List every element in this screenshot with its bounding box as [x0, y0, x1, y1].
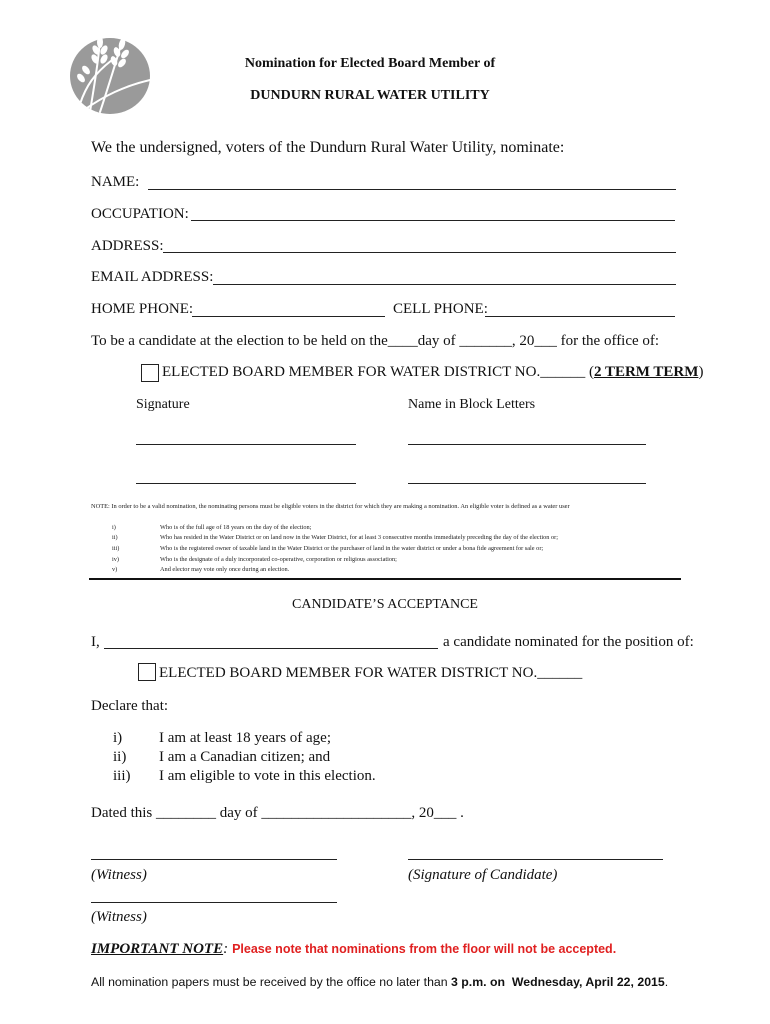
candidate-signature-line[interactable]	[408, 859, 663, 860]
block-letters-line-2[interactable]	[408, 483, 646, 484]
criteria-text-2: Who has resided in the Water District or on land now in the Water District, for at least 3 consecutive months immediately preceding the day of the election or;	[160, 534, 558, 541]
important-label: IMPORTANT NOTE	[91, 941, 224, 957]
deadline-time: 3 p.m. on	[451, 975, 505, 989]
address-label: ADDRESS:	[91, 238, 164, 254]
criteria-num-4: iv)	[112, 556, 119, 563]
important-note	[91, 940, 616, 958]
acceptance-option: ELECTED BOARD MEMBER FOR WATER DISTRICT NO.______	[159, 665, 583, 681]
declare-label: Declare that:	[91, 698, 169, 714]
nomination-option-label: ELECTED BOARD MEMBER FOR WATER DISTRICT NO.______ (	[162, 364, 594, 380]
intro-text: We the undersigned, voters of the Dundurn Rural Water Utility, nominate:	[91, 139, 565, 156]
candidate-i-prefix: I,	[91, 634, 100, 650]
occupation-label: OCCUPATION:	[91, 206, 189, 222]
candidate-i-suffix: a candidate nominated for the position of:	[443, 634, 694, 650]
title-line-1: Nomination for Elected Board Member of	[244, 56, 496, 71]
criteria-text-1: Who is of the full age of 18 years on the day of the election;	[160, 524, 312, 531]
cell-phone-label: CELL PHONE:	[393, 301, 488, 317]
important-text: Please note that nominations from the floor will not be accepted.	[232, 942, 617, 956]
criteria-num-1: i)	[112, 524, 116, 531]
cell-phone-field[interactable]	[485, 316, 675, 317]
criteria-num-5: v)	[112, 566, 118, 573]
acceptance-title: CANDIDATE’S ACCEPTANCE	[292, 597, 478, 612]
criteria-num-2: ii)	[112, 534, 118, 541]
email-field[interactable]	[213, 284, 676, 285]
email-label: EMAIL ADDRESS:	[91, 269, 214, 285]
witness-label-2: (Witness)	[91, 909, 147, 925]
name-field[interactable]	[148, 189, 676, 190]
declare-text-1: I am at least 18 years of age;	[159, 730, 332, 746]
block-letters-line-1[interactable]	[408, 444, 646, 445]
witness-label-1: (Witness)	[91, 867, 147, 883]
criteria-num-3: iii)	[112, 545, 120, 552]
home-phone-label: HOME PHONE:	[91, 301, 194, 317]
acceptance-checkbox[interactable]	[138, 663, 156, 681]
declare-num-1: i)	[113, 730, 123, 746]
section-divider	[89, 578, 681, 580]
witness-line-2[interactable]	[91, 902, 337, 903]
signature-line-1[interactable]	[136, 444, 356, 445]
important-colon: :	[223, 941, 229, 957]
candidate-signature-label: (Signature of Candidate)	[408, 867, 558, 883]
nomination-option-close: )	[698, 364, 704, 380]
candidate-name-field[interactable]	[104, 648, 438, 649]
address-field[interactable]	[163, 252, 676, 253]
occupation-field[interactable]	[191, 220, 675, 221]
criteria-text-5: And elector may vote only once during an election.	[160, 566, 290, 573]
title-line-2: DUNDURN RURAL WATER UTILITY	[250, 88, 490, 103]
signature-header: Signature	[136, 397, 190, 412]
name-label: NAME:	[91, 174, 140, 190]
wheat-logo	[64, 26, 160, 118]
declare-num-2: ii)	[113, 749, 127, 765]
nomination-option	[162, 364, 703, 381]
deadline-prefix: All nomination papers must be received by the office no later than	[91, 975, 452, 989]
term-label: 2 TERM TERM	[593, 364, 699, 380]
eligibility-note: NOTE: In order to be a valid nomination, the nominating persons must be eligible voters in the district for which they are making a nomination. An eligible voter is defined as a water user	[91, 503, 570, 510]
declare-num-3: iii)	[113, 768, 131, 784]
deadline-suffix: .	[664, 975, 669, 989]
deadline-line	[91, 975, 668, 989]
criteria-text-4: Who is the designate of a duly incorporated co-operative, corporation or religious association;	[160, 556, 397, 563]
signature-line-2[interactable]	[136, 483, 356, 484]
home-phone-field[interactable]	[192, 316, 385, 317]
dated-line: Dated this ________ day of ____________________, 20___ .	[91, 805, 464, 821]
declare-text-2: I am a Canadian citizen; and	[159, 749, 331, 765]
block-letters-header: Name in Block Letters	[408, 397, 536, 412]
criteria-text-3: Who is the registered owner of taxable land in the Water District or the purchaser of land in the water district or under a bona fide agreement for sale or;	[160, 545, 544, 552]
deadline-date: Wednesday, April 22, 2015	[511, 975, 665, 989]
witness-line-1[interactable]	[91, 859, 337, 860]
election-date-line: To be a candidate at the election to be held on the____day of _______, 20___ for the office of:	[91, 333, 660, 349]
water-district-checkbox[interactable]	[141, 364, 159, 382]
declare-text-3: I am eligible to vote in this election.	[159, 768, 376, 784]
